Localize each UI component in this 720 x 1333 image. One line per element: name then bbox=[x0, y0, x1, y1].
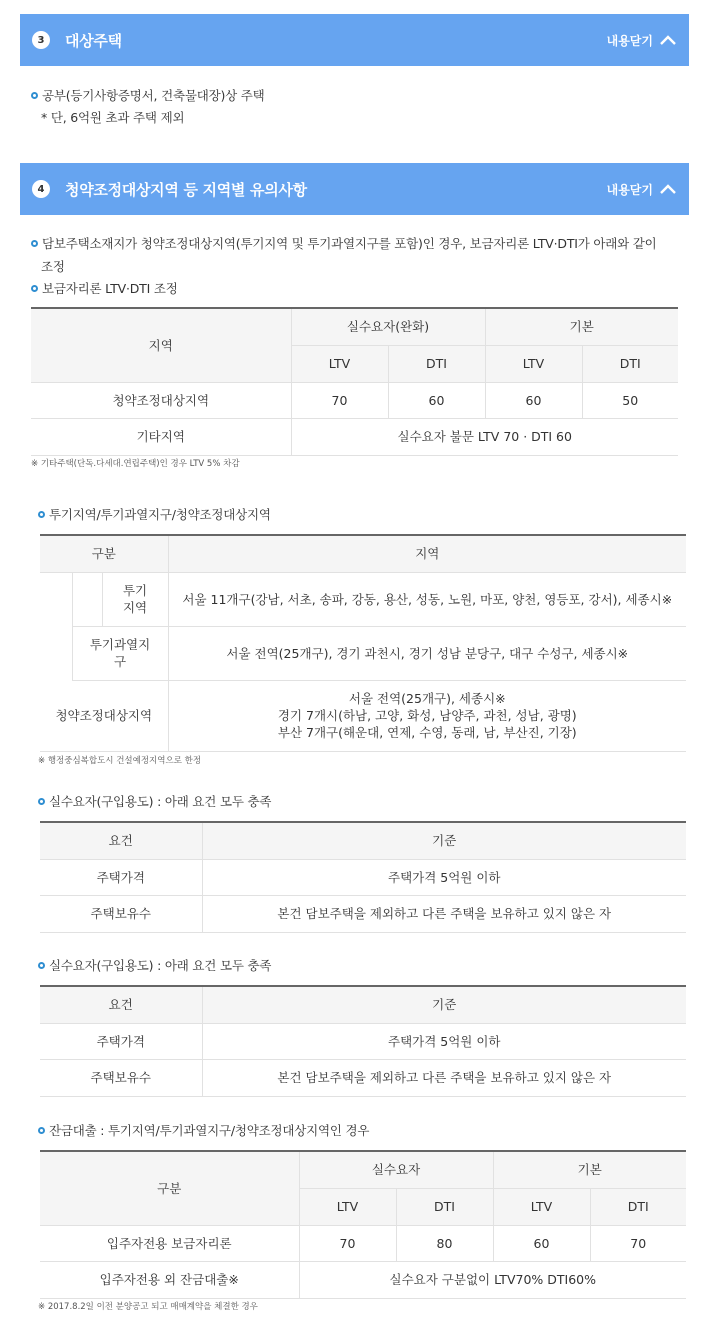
section-3-subnote: * 단, 6억원 초과 주택 제외 bbox=[41, 110, 185, 125]
table-row bbox=[40, 895, 686, 932]
section-4-header bbox=[20, 163, 689, 215]
header-ltv: LTV bbox=[291, 345, 388, 382]
header-requirement: 요건 bbox=[40, 822, 202, 859]
cell-value: 80 bbox=[396, 1225, 493, 1261]
table-row bbox=[40, 1023, 686, 1059]
section-3-bullet bbox=[31, 85, 265, 107]
header-standard: 기준 bbox=[202, 822, 686, 859]
merged-cell: 실수요자 불문 LTV 70 · DTI 60 bbox=[291, 418, 678, 455]
row-name: 주택보유수 bbox=[40, 895, 202, 932]
section-title: 청약조정대상지역 등 지역별 유의사항 bbox=[65, 180, 307, 199]
section-title: 대상주택 bbox=[65, 31, 122, 50]
row-name: 투기 지역 bbox=[102, 572, 168, 626]
bullet-continuation: 조정 bbox=[41, 259, 65, 274]
collapse-toggle-button[interactable] bbox=[607, 181, 677, 198]
collapse-toggle-button[interactable] bbox=[607, 32, 677, 49]
header-dti: DTI bbox=[590, 1188, 686, 1225]
row-name: 청약조정대상지역 bbox=[31, 382, 291, 418]
ring-bullet-icon bbox=[38, 962, 45, 969]
collapse-toggle-label: 내용닫기 bbox=[606, 33, 653, 48]
header-basic: 기본 bbox=[485, 308, 678, 345]
bullet-text: 담보주택소재지가 청약조정대상지역(투기지역 및 투기과열지구를 포함)인 경우, 보금자리론 LTV·DTI가 아래와 같이 bbox=[42, 236, 657, 251]
requirement-table bbox=[40, 985, 686, 1097]
bullet-text: 실수요자(구입용도) : 아래 요건 모두 충족 bbox=[49, 958, 272, 973]
section-3-header bbox=[20, 14, 689, 66]
chevron-up-icon bbox=[659, 183, 677, 195]
header-requirement: 요건 bbox=[40, 986, 202, 1023]
row-value: 서울 전역(25개구), 세종시※ 경기 7개시(하남, 고양, 화성, 남양주, 과천, 성남, 광명) 부산 7개구(해운대, 연제, 수영, 동래, 남, 부산진, 기장) bbox=[168, 680, 686, 751]
header-real-demand: 실수요자 bbox=[299, 1151, 493, 1188]
cell-value: 60 bbox=[388, 382, 485, 418]
ring-bullet-icon bbox=[38, 511, 45, 518]
merged-cell: 실수요자 구분없이 LTV70% DTI60% bbox=[299, 1261, 686, 1298]
row-name: 입주자전용 외 잔금대출※ bbox=[40, 1261, 299, 1298]
row-name: 주택보유수 bbox=[40, 1059, 202, 1096]
table-footnote: ※ 기타주택(단독.다세대.연립주택)인 경우 LTV 5% 차감 bbox=[31, 459, 240, 469]
ring-bullet-icon bbox=[38, 798, 45, 805]
row-name: 주택가격 bbox=[40, 1023, 202, 1059]
row-value: 본건 담보주택을 제외하고 다른 주택을 보유하고 있지 않은 자 bbox=[202, 895, 686, 932]
row-name: 입주자전용 보금자리론 bbox=[40, 1225, 299, 1261]
section-4-bullet-1 bbox=[31, 233, 681, 255]
header-ltv: LTV bbox=[493, 1188, 590, 1225]
header-standard: 기준 bbox=[202, 986, 686, 1023]
cell-value: 50 bbox=[582, 382, 678, 418]
header-dti: DTI bbox=[396, 1188, 493, 1225]
header-real-demand: 실수요자(완화) bbox=[291, 308, 485, 345]
row-value: 주택가격 5억원 이하 bbox=[202, 1023, 686, 1059]
header-dti: DTI bbox=[582, 345, 678, 382]
row-name: 기타지역 bbox=[31, 418, 291, 455]
row-name: 주택가격 bbox=[40, 859, 202, 895]
table-3-title bbox=[38, 791, 271, 813]
header-kind: 구분 bbox=[40, 535, 168, 572]
table-footnote: ※ 2017.8.2일 이전 분양공고 되고 매매계약을 체결한 경우 bbox=[38, 1302, 258, 1312]
table-row bbox=[40, 859, 686, 895]
row-value: 본건 담보주택을 제외하고 다른 주택을 보유하고 있지 않은 자 bbox=[202, 1059, 686, 1096]
row-name: 투기과열지 구 bbox=[72, 626, 168, 680]
header-region: 지역 bbox=[168, 535, 686, 572]
row-value: 서울 11개구(강남, 서초, 송파, 강동, 용산, 성동, 노원, 마포, 양천, 영등포, 강서), 세종시※ bbox=[168, 572, 686, 626]
ring-bullet-icon bbox=[31, 240, 38, 247]
cell-value: 60 bbox=[485, 382, 582, 418]
table-row bbox=[40, 1261, 686, 1298]
bullet-text: 투기지역/투기과열지구/청약조정대상지역 bbox=[49, 507, 271, 522]
row-name: 청약조정대상지역 bbox=[40, 680, 168, 751]
table-5-title bbox=[38, 1120, 369, 1142]
table-2-title bbox=[38, 504, 271, 526]
bullet-text: 잔금대출 : 투기지역/투기과열지구/청약조정대상지역인 경우 bbox=[49, 1123, 370, 1138]
header-ltv: LTV bbox=[299, 1188, 396, 1225]
cell-value: 70 bbox=[590, 1225, 686, 1261]
header-kind: 구분 bbox=[40, 1151, 299, 1225]
table-row bbox=[31, 418, 678, 455]
balance-loan-table bbox=[40, 1150, 686, 1299]
cell-value: 70 bbox=[291, 382, 388, 418]
requirement-table bbox=[40, 821, 686, 933]
header-dti: DTI bbox=[388, 345, 485, 382]
section-number-badge: 4 bbox=[32, 180, 50, 198]
header-ltv: LTV bbox=[485, 345, 582, 382]
ltv-dti-table bbox=[31, 307, 678, 456]
header-region: 지역 bbox=[31, 308, 291, 382]
ring-bullet-icon bbox=[38, 1127, 45, 1134]
section-4-bullet-2 bbox=[31, 278, 178, 300]
chevron-up-icon bbox=[659, 34, 677, 46]
ring-bullet-icon bbox=[31, 285, 38, 292]
table-4-title bbox=[38, 955, 271, 977]
table-row bbox=[40, 1225, 686, 1261]
table-footnote: ※ 행정중심복합도시 건설예정지역으로 한정 bbox=[38, 756, 202, 766]
row-value: 주택가격 5억원 이하 bbox=[202, 859, 686, 895]
bullet-text: 보금자리론 LTV·DTI 조정 bbox=[42, 281, 178, 296]
region-table bbox=[40, 534, 686, 752]
header-basic: 기본 bbox=[493, 1151, 686, 1188]
bullet-text: 실수요자(구입용도) : 아래 요건 모두 충족 bbox=[49, 794, 272, 809]
table-row bbox=[31, 382, 678, 418]
table-row bbox=[40, 1059, 686, 1096]
bullet-text: 공부(등기사항증명서, 건축물대장)상 주택 bbox=[42, 88, 265, 103]
cell-value: 60 bbox=[493, 1225, 590, 1261]
cell-value: 70 bbox=[299, 1225, 396, 1261]
collapse-toggle-label: 내용닫기 bbox=[606, 182, 653, 197]
ring-bullet-icon bbox=[31, 92, 38, 99]
section-number-badge: 3 bbox=[32, 31, 50, 49]
row-value: 서울 전역(25개구), 경기 과천시, 경기 성남 분당구, 대구 수성구, 세종시※ bbox=[168, 626, 686, 680]
